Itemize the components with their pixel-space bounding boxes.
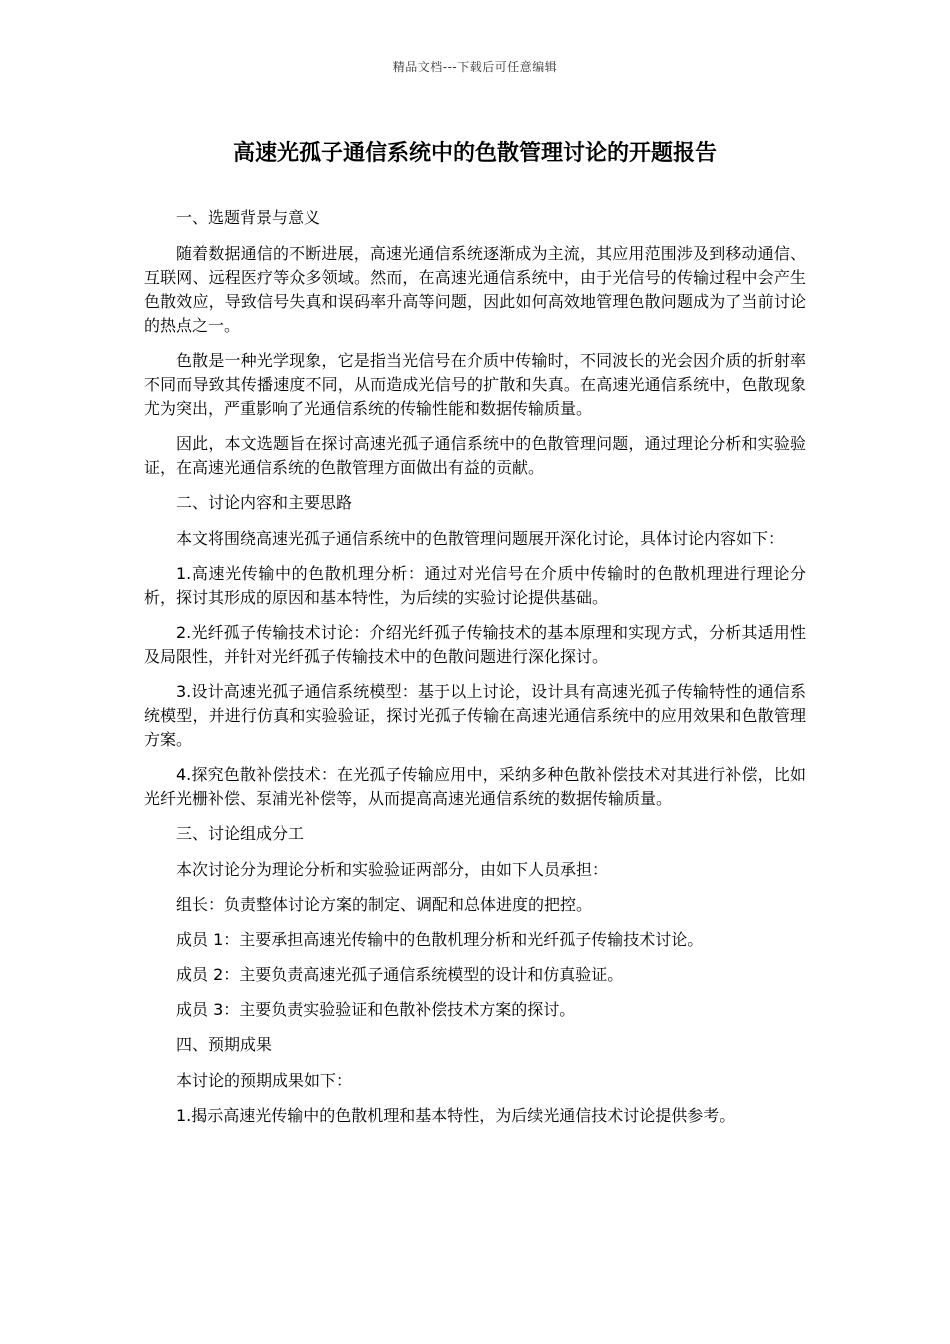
document-body (144, 206, 806, 1139)
section-heading-outcomes: 四、预期成果 (176, 1035, 273, 1054)
paragraph: 本讨论的预期成果如下： (176, 1071, 353, 1090)
list-item: 1.揭示高速光传输中的色散机理和基本特性，为后续光通信技术讨论提供参考。 (176, 1106, 736, 1125)
list-item: 3.设计高速光孤子通信系统模型：基于以上讨论，设计具有高速光孤子传输特性的通信系统模型，并进行仿真和实验验证，探讨光孤子传输在高速光通信系统中的应用效果和色散管理方案。 (144, 682, 806, 749)
team-member-item: 组长：负责整体讨论方案的制定、调配和总体进度的把控。 (176, 895, 593, 914)
paragraph: 色散是一种光学现象，它是指当光信号在介质中传输时，不同波长的光会因介质的折射率不同而导致其传播速度不同，从而造成光信号的扩散和失真。在高速光通信系统中，色散现象尤为突出，严重影响了光通信系统的传输性能和数据传输质量。 (144, 351, 806, 418)
section-heading-team: 三、讨论组成分工 (176, 824, 305, 843)
team-member-item: 成员 3：主要负责实验验证和色散补偿技术方案的探讨。 (176, 1000, 576, 1019)
header-note: 精品文档---下载后可任意编辑 (392, 60, 558, 74)
list-item: 4.探究色散补偿技术：在光孤子传输应用中，采纳多种色散补偿技术对其进行补偿，比如光纤光栅补偿、泵浦光补偿等，从而提高高速光通信系统的数据传输质量。 (144, 765, 806, 808)
list-item: 1.高速光传输中的色散机理分析：通过对光信号在介质中传输时的色散机理进行理论分析，探讨其形成的原因和基本特性，为后续的实验讨论提供基础。 (144, 564, 806, 607)
team-member-item: 成员 1：主要承担高速光传输中的色散机理分析和光纤孤子传输技术讨论。 (176, 930, 704, 949)
document-title: 高速光孤子通信系统中的色散管理讨论的开题报告 (232, 141, 717, 166)
paragraph: 本文将围绕高速光孤子通信系统中的色散管理问题展开深化讨论，具体讨论内容如下： (176, 529, 785, 548)
team-member-item: 成员 2：主要负责高速光孤子通信系统模型的设计和仿真验证。 (176, 965, 624, 984)
list-item: 2.光纤孤子传输技术讨论：介绍光纤孤子传输技术的基本原理和实现方式，分析其适用性及局限性，并针对光纤孤子传输技术中的色散问题进行深化探讨。 (144, 623, 806, 666)
paragraph: 随着数据通信的不断进展，高速光通信系统逐渐成为主流，其应用范围涉及到移动通信、互联网、远程医疗等众多领域。然而，在高速光通信系统中，由于光信号的传输过程中会产生色散效应，导致信号失真和误码率升高等问题，因此如何高效地管理色散问题成为了当前讨论的热点之一。 (144, 244, 806, 335)
paragraph: 因此，本文选题旨在探讨高速光孤子通信系统中的色散管理问题，通过理论分析和实验验证，在高速光通信系统的色散管理方面做出有益的贡献。 (144, 434, 806, 477)
section-heading-background: 一、选题背景与意义 (176, 208, 321, 227)
section-heading-content: 二、讨论内容和主要思路 (176, 493, 353, 512)
paragraph: 本次讨论分为理论分析和实验验证两部分，由如下人员承担： (176, 860, 609, 879)
